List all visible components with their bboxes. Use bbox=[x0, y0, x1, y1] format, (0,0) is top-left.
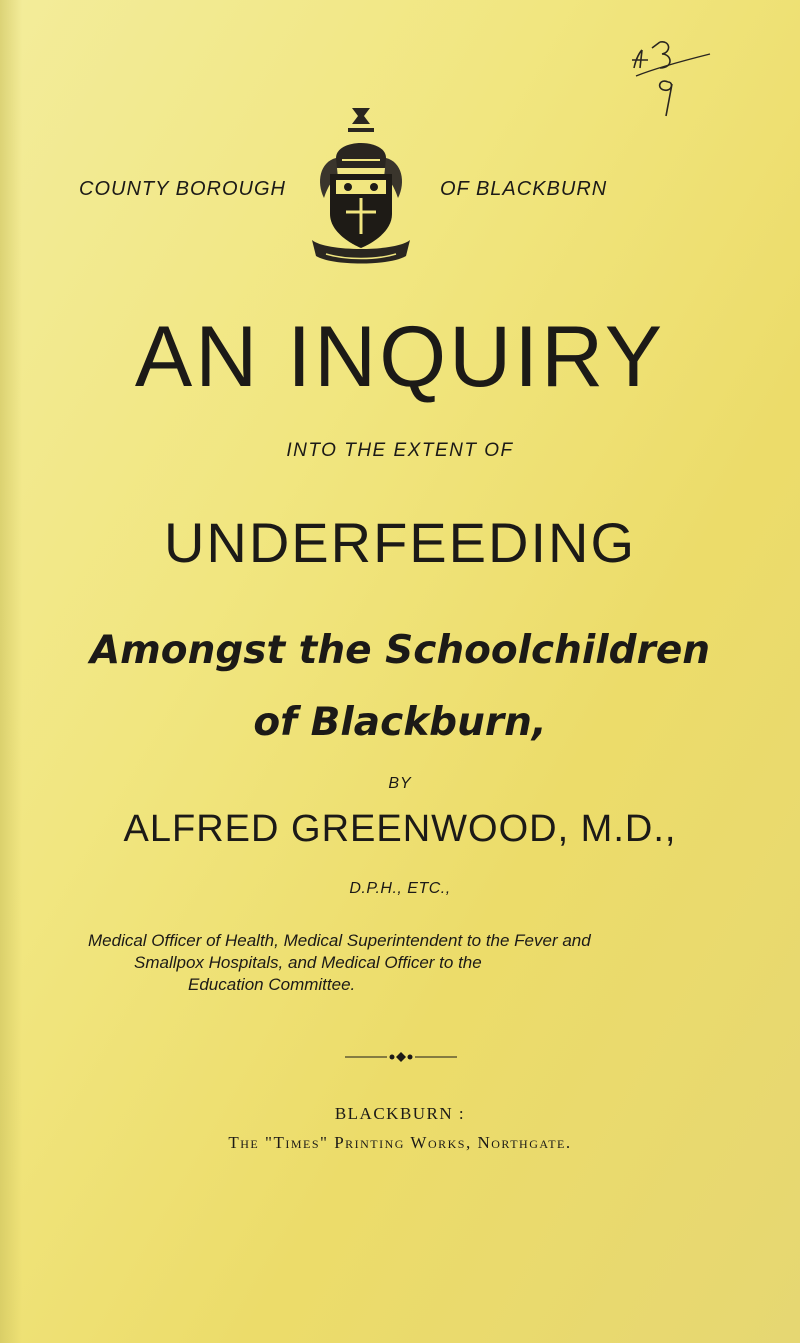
page-title: AN INQUIRY bbox=[134, 309, 666, 405]
header-left-text: COUNTY BOROUGH bbox=[79, 178, 286, 200]
borough-header bbox=[0, 100, 800, 280]
main-subject: UNDERFEEDING bbox=[163, 511, 637, 574]
author-description bbox=[88, 930, 708, 996]
borough-crest-icon bbox=[306, 102, 416, 272]
imprint-printer: The "Times" Printing Works, Northgate. bbox=[228, 1133, 572, 1152]
subject-line-2: of Blackburn, bbox=[253, 700, 547, 745]
header-right-text: OF BLACKBURN bbox=[440, 178, 608, 200]
author-name: ALFRED GREENWOOD, M.D., bbox=[123, 808, 677, 850]
by-label: BY bbox=[388, 775, 412, 792]
description-line: Medical Officer of Health, Medical Superintendent to the Fever and bbox=[88, 931, 591, 950]
subtitle: INTO THE EXTENT OF bbox=[286, 440, 514, 461]
ornamental-divider bbox=[345, 1050, 457, 1064]
imprint-place: BLACKBURN : bbox=[334, 1104, 466, 1123]
author-qualifications: D.P.H., ETC., bbox=[349, 880, 451, 897]
subject-line-1: Amongst the Schoolchildren bbox=[89, 628, 711, 673]
description-line: Education Committee. bbox=[188, 975, 356, 994]
description-line: Smallpox Hospitals, and Medical Officer to the bbox=[134, 953, 482, 972]
